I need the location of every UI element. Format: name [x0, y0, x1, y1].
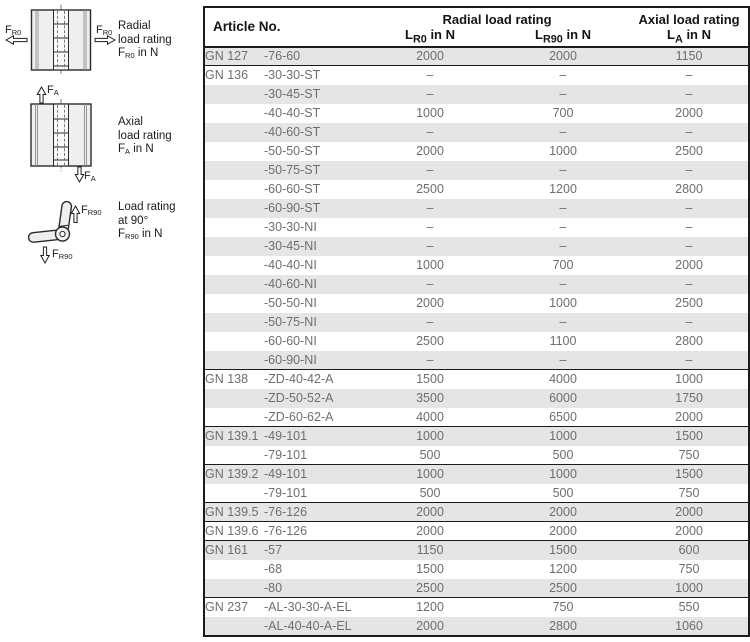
table-row [204, 541, 749, 560]
la-value-cell: 2000 [675, 409, 703, 424]
la-value-cell: – [630, 66, 749, 85]
lr0-value-cell: – [364, 237, 496, 256]
table-row [204, 294, 749, 313]
axial-caption [118, 116, 172, 159]
article-no-cell: GN 161 [204, 541, 264, 560]
la-value-cell: 1500 [630, 427, 749, 446]
table-row [204, 161, 749, 180]
axial-force-label-top [47, 85, 59, 98]
article-no-cell [204, 446, 264, 465]
force-symbol: F [81, 204, 88, 216]
article-no-cell [204, 180, 264, 199]
table-row [204, 427, 749, 446]
lr90-value-cell: 2800 [496, 617, 630, 636]
table-row [204, 351, 749, 370]
caption-line: Axial [118, 116, 143, 128]
lr90-value-cell: 2000 [496, 522, 630, 541]
article-no-cell [204, 294, 264, 313]
article-size-cell: -AL-30-30-A-EL [264, 598, 364, 617]
axial-hinge-figure [31, 87, 91, 182]
la-value-cell: 2500 [675, 144, 703, 159]
lr90-value-cell: 1500 [496, 541, 630, 560]
caption-formula: $F_{R90}$ in N [118, 228, 163, 241]
article-size-cell: -76-126 [264, 522, 364, 541]
load-rating-table [203, 6, 750, 637]
lr90-value-cell: 1000 [549, 144, 577, 159]
force-subscript: R0 [11, 28, 22, 37]
load-diagram-panel [0, 0, 203, 290]
article-no-cell [204, 484, 264, 503]
article-no-cell [204, 275, 264, 294]
article-no-cell: GN 138 [204, 370, 264, 389]
lr0-value-cell: 500 [419, 447, 441, 462]
article-size-cell: -50-50-NI [264, 296, 317, 311]
lr90-value-cell: – [496, 237, 630, 256]
la-value-cell: 2500 [675, 296, 703, 311]
lr90-value-cell: – [496, 123, 630, 142]
lr0-value-cell: 1500 [364, 370, 496, 389]
caption-line: Radial [118, 20, 151, 32]
la-value-cell: 2000 [675, 106, 703, 121]
article-size-cell: -79-101 [264, 447, 308, 462]
table-row [204, 484, 749, 503]
axial-arrow-up-icon [37, 87, 45, 103]
article-size-cell: -80 [264, 579, 364, 598]
table-row [204, 465, 749, 484]
header-axial-load-rating: Axial load rating [638, 12, 740, 27]
article-no-cell [204, 256, 264, 275]
table-header [204, 7, 749, 47]
table-row [204, 180, 749, 199]
article-no-cell [204, 560, 264, 579]
la-value-cell: 550 [630, 598, 749, 617]
la-value-cell: 750 [678, 485, 700, 500]
la-value-cell: 1500 [630, 465, 749, 484]
lr0-value-cell: – [364, 85, 496, 104]
ninety-arrow-down-icon [41, 247, 49, 263]
lr0-value-cell: 1000 [416, 106, 444, 121]
la-value-cell: – [630, 123, 749, 142]
radial-force-label-right [96, 25, 112, 38]
table-row [204, 598, 749, 617]
radial-caption [118, 20, 172, 63]
radial-force-label-left [5, 25, 21, 38]
lr0-value-cell: – [364, 66, 496, 85]
article-size-cell: -60-90-NI [264, 351, 364, 370]
table-row [204, 446, 749, 465]
ninety-caption [118, 201, 176, 244]
article-no-cell [204, 237, 264, 256]
lr90-value-cell: 2500 [496, 579, 630, 598]
la-value-cell: 1750 [630, 389, 749, 408]
lr90-value-cell: – [496, 351, 630, 370]
lr0-value-cell: – [364, 275, 496, 294]
ninety-arrow-up-icon [71, 206, 79, 223]
article-no-cell: GN 237 [204, 598, 264, 617]
force-subscript: A [90, 174, 96, 183]
article-no-cell [204, 85, 264, 104]
la-value-cell: 2000 [630, 503, 749, 522]
la-value-cell: – [630, 313, 749, 332]
article-size-cell: -40-60-NI [264, 275, 364, 294]
table-row [204, 579, 749, 598]
lr90-value-cell: – [496, 161, 630, 180]
article-no-cell [204, 408, 264, 427]
lr90-value-cell: – [496, 313, 630, 332]
force-symbol: F [84, 170, 91, 182]
lr90-value-cell: 6500 [549, 409, 577, 424]
lr90-value-cell: 750 [496, 598, 630, 617]
la-value-cell: 2000 [630, 522, 749, 541]
force-subscript: R90 [58, 252, 73, 261]
ninety-force-label-bottom [52, 249, 73, 262]
lr0-value-cell: – [364, 199, 496, 218]
article-size-cell: -AL-40-40-A-EL [264, 617, 364, 636]
la-value-cell: 1000 [630, 370, 749, 389]
caption-line: load rating [118, 129, 172, 142]
lr90-value-cell: 2000 [496, 47, 630, 66]
header-article-no: Article No. [213, 19, 281, 35]
article-no-cell: GN 139.2 [204, 465, 264, 484]
article-size-cell: -60-60-NI [264, 334, 317, 349]
lr0-value-cell: 2000 [364, 522, 496, 541]
article-no-cell [204, 313, 264, 332]
table-row [204, 66, 749, 85]
article-size-cell: -50-50-ST [264, 144, 321, 159]
table-row [204, 370, 749, 389]
article-no-cell: GN 127 [204, 47, 264, 66]
force-subscript: A [53, 88, 59, 97]
lr0-value-cell: 3500 [364, 389, 496, 408]
lr0-value-cell: 2000 [416, 296, 444, 311]
load-table-body [204, 47, 749, 636]
la-value-cell: – [685, 220, 693, 235]
header-radial-load-rating: Radial load rating [442, 12, 552, 27]
article-size-cell: -40-40-NI [264, 258, 317, 273]
article-no-cell: GN 139.6 [204, 522, 264, 541]
table-row [204, 142, 749, 161]
force-symbol: F [5, 24, 12, 36]
lr90-value-cell: 500 [552, 485, 574, 500]
la-value-cell: 2000 [675, 258, 703, 273]
table-row [204, 85, 749, 104]
article-size-cell: -76-60 [264, 47, 364, 66]
lr0-value-cell: 1000 [416, 258, 444, 273]
lr0-value-cell: 2000 [364, 503, 496, 522]
lr90-value-cell: 1200 [549, 182, 577, 197]
lr0-value-cell: – [426, 220, 434, 235]
article-size-cell: -49-101 [264, 427, 364, 446]
lr0-value-cell: 1000 [364, 427, 496, 446]
la-value-cell: – [630, 275, 749, 294]
lr90-value-cell: 1000 [496, 465, 630, 484]
force-symbol: F [52, 248, 59, 260]
article-no-cell: GN 139.5 [204, 503, 264, 522]
lr0-value-cell: 4000 [416, 409, 444, 424]
article-no-cell: GN 136 [204, 66, 264, 85]
article-size-cell: -ZD-60-62-A [264, 409, 334, 424]
article-size-cell: -40-40-ST [264, 106, 321, 121]
la-value-cell: 750 [678, 447, 700, 462]
la-value-cell: 1150 [630, 47, 749, 66]
article-no-cell [204, 351, 264, 370]
radial-hinge-figure [6, 5, 115, 76]
lr0-value-cell: 1200 [364, 598, 496, 617]
lr90-value-cell: 1000 [549, 296, 577, 311]
lr0-value-cell: 2000 [364, 617, 496, 636]
lr90-value-cell: – [496, 85, 630, 104]
article-no-cell [204, 617, 264, 636]
article-size-cell: -68 [264, 562, 283, 577]
article-size-cell: -30-30-ST [264, 66, 364, 85]
lr0-value-cell: 2000 [364, 47, 496, 66]
la-value-cell: 600 [630, 541, 749, 560]
lr90-value-cell: 500 [552, 447, 574, 462]
article-size-cell: -49-101 [264, 465, 364, 484]
article-size-cell: -50-75-ST [264, 161, 364, 180]
lr90-value-cell: 700 [552, 106, 574, 121]
article-size-cell: -40-60-ST [264, 123, 364, 142]
article-no-cell [204, 104, 264, 123]
header-lr0: $L_{R0}$ in N [405, 27, 455, 46]
table-row [204, 560, 749, 579]
hinge-load-diagrams [0, 0, 203, 290]
caption-formula: $F_A$ in N [118, 143, 154, 156]
article-size-cell: -50-75-NI [264, 313, 364, 332]
lr0-value-cell: 2500 [416, 182, 444, 197]
la-value-cell: 750 [678, 562, 700, 577]
article-size-cell: -30-30-NI [264, 220, 317, 235]
header-la: $L_A$ in N [667, 27, 711, 46]
lr0-value-cell: 2500 [364, 579, 496, 598]
force-subscript: R90 [87, 208, 102, 217]
article-no-cell [204, 218, 264, 237]
lr0-value-cell: 1000 [364, 465, 496, 484]
article-size-cell: -60-60-ST [264, 182, 321, 197]
table-row [204, 47, 749, 66]
article-size-cell: -ZD-50-52-A [264, 389, 364, 408]
article-no-cell [204, 161, 264, 180]
header-lr90: $L_{R90}$ in N [535, 27, 592, 46]
la-value-cell: 2800 [675, 334, 703, 349]
table-row [204, 199, 749, 218]
article-no-cell [204, 123, 264, 142]
lr0-value-cell: – [364, 161, 496, 180]
force-symbol: F [47, 84, 54, 96]
table-row [204, 218, 749, 237]
axial-arrow-down-icon [75, 167, 83, 182]
table-row [204, 256, 749, 275]
article-size-cell: -30-45-ST [264, 85, 364, 104]
table-row [204, 389, 749, 408]
lr0-value-cell: 500 [419, 485, 441, 500]
lr90-value-cell: – [496, 275, 630, 294]
la-value-cell: 2800 [675, 182, 703, 197]
lr0-value-cell: – [364, 351, 496, 370]
article-size-cell: -79-101 [264, 485, 308, 500]
article-no-cell [204, 199, 264, 218]
la-value-cell: – [630, 237, 749, 256]
la-value-cell: – [630, 161, 749, 180]
la-value-cell: – [630, 85, 749, 104]
table-row [204, 275, 749, 294]
article-size-cell: -30-45-NI [264, 237, 364, 256]
lr0-value-cell: – [364, 123, 496, 142]
lr90-value-cell: – [496, 66, 630, 85]
lr90-value-cell: 1000 [496, 427, 630, 446]
article-size-cell: -76-126 [264, 503, 364, 522]
la-value-cell: – [630, 199, 749, 218]
article-no-cell [204, 579, 264, 598]
table-row [204, 332, 749, 351]
la-value-cell: 1060 [630, 617, 749, 636]
article-size-cell: -57 [264, 541, 364, 560]
lr90-value-cell: – [559, 220, 567, 235]
lr0-value-cell: 2000 [416, 144, 444, 159]
table-row [204, 522, 749, 541]
lr90-value-cell: – [496, 199, 630, 218]
article-no-cell [204, 142, 264, 161]
table-row [204, 123, 749, 142]
lr0-value-cell: 1500 [416, 562, 444, 577]
table-row [204, 503, 749, 522]
force-symbol: F [96, 24, 103, 36]
lr0-value-cell: – [364, 313, 496, 332]
article-size-cell: -ZD-40-42-A [264, 370, 364, 389]
caption-line: at 90° [118, 214, 149, 227]
article-no-cell [204, 332, 264, 351]
lr0-value-cell: 1150 [364, 541, 496, 560]
table-row [204, 237, 749, 256]
lr90-value-cell: 2000 [496, 503, 630, 522]
lr90-value-cell: 1100 [549, 334, 577, 349]
lr90-value-cell: 4000 [496, 370, 630, 389]
article-size-cell: -60-90-ST [264, 199, 364, 218]
lr0-value-cell: 2500 [416, 334, 444, 349]
caption-formula: $F_{R0}$ in N [118, 47, 159, 60]
la-value-cell: 1000 [630, 579, 749, 598]
article-no-cell [204, 389, 264, 408]
lr90-value-cell: 1200 [549, 562, 577, 577]
ninety-force-label-top [81, 205, 102, 218]
lr90-value-cell: 6000 [496, 389, 630, 408]
la-value-cell: – [630, 351, 749, 370]
table-row [204, 408, 749, 427]
table-row [204, 104, 749, 123]
article-no-cell: GN 139.1 [204, 427, 264, 446]
caption-line: Load rating [118, 201, 176, 213]
axial-force-label-bottom [84, 171, 96, 184]
caption-line: load rating [118, 33, 172, 46]
table-row [204, 617, 749, 636]
lr90-value-cell: 700 [552, 258, 574, 273]
table-row [204, 313, 749, 332]
force-subscript: R0 [102, 28, 113, 37]
